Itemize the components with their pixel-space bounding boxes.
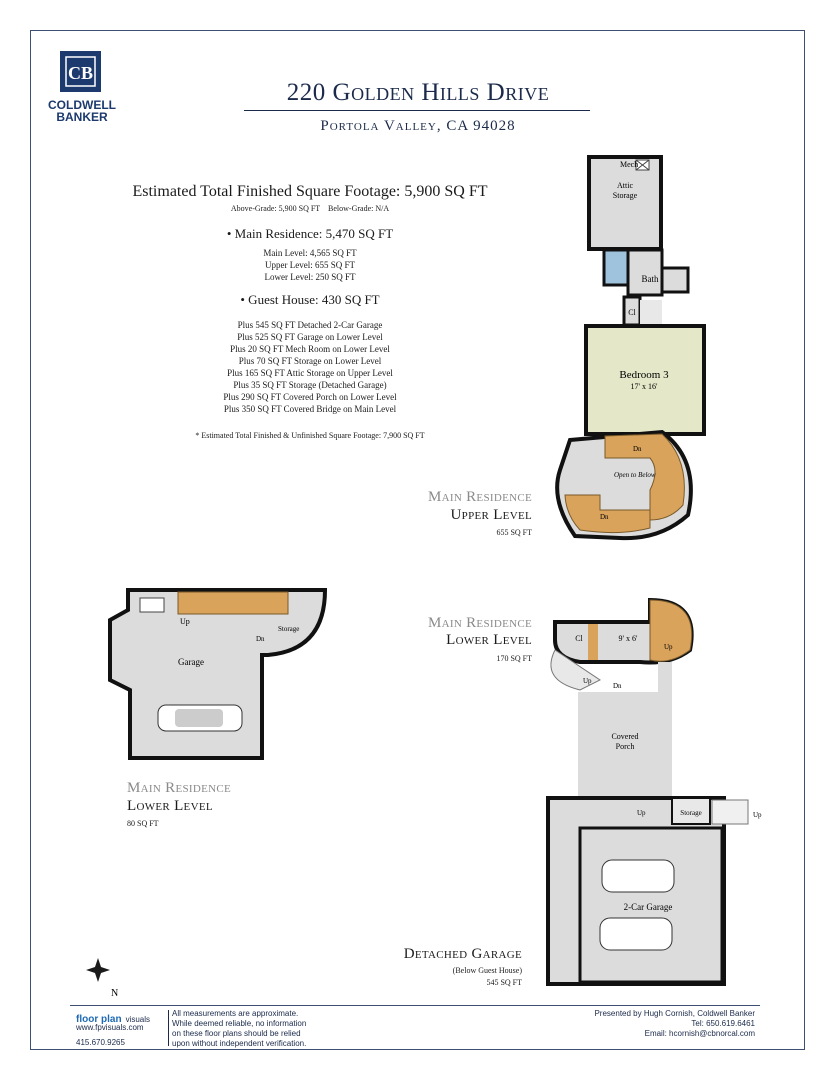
svg-text:N: N: [111, 988, 119, 999]
detached-sqft: 545 SQ FT: [486, 978, 522, 987]
guest-house-sqft: • Guest House: 430 SQ FT: [240, 292, 380, 307]
lower-right-label-1: Main Residence: [427, 615, 532, 631]
fp-website[interactable]: www.fpvisuals.com: [76, 1023, 144, 1032]
main-levels: Main Level: 4,565 SQ FT Upper Level: 655 SQ FT Lower Level: 250 SQ FT: [263, 248, 357, 282]
main-residence-sqft: • Main Residence: 5,470 SQ FT: [226, 226, 394, 241]
svg-text:Storage: Storage: [612, 191, 638, 200]
extras-list: Plus 545 SQ FT Detached 2-Car Garage Plus 525 SQ FT Garage on Lower Level Plus 20 SQ FT Mech Room on Lower Level Plus 70 SQ FT Storage on Lower Level Plus 165 SQ FT Attic Storage on Upper Level Plus 35 SQ FT Storage (Detached Garage) Plus 290 SQ FT Covered Porch on Lower Level Plus 350 SQ FT Covered Bridge on Main Level: [223, 320, 397, 414]
svg-text:17' x 16': 17' x 16': [630, 382, 658, 391]
lower-left-label-1: Main Residence: [127, 780, 232, 796]
total-note: * Estimated Total Finished & Unfinished Square Footage: 7,900 SQ FT: [195, 431, 425, 440]
svg-text:Dn: Dn: [633, 445, 642, 453]
svg-text:Cl: Cl: [628, 308, 636, 317]
svg-text:Storage: Storage: [680, 809, 702, 817]
svg-text:CB: CB: [67, 63, 94, 83]
svg-text:Dn: Dn: [256, 635, 265, 643]
two-car-garage-label: 2-Car Garage: [623, 902, 673, 912]
detached-label-1: Detached Garage: [403, 946, 522, 962]
agent-info: Presented by Hugh Cornish, Coldwell Banker Tel: 650.619.6461 Email: hcornish@cbnorcal.com: [500, 1009, 755, 1039]
svg-text:Open to Below: Open to Below: [614, 471, 656, 479]
logo-wordmark: COLDWELL BANKER: [48, 98, 116, 124]
svg-text:Up: Up: [583, 677, 592, 685]
lower-level-right-plan: [551, 600, 692, 797]
lower-left-sqft: 80 SQ FT: [127, 819, 159, 828]
compass-icon: [86, 958, 118, 999]
footer-divider: [70, 1005, 760, 1006]
svg-text:Up: Up: [180, 617, 190, 626]
svg-text:Bath: Bath: [641, 274, 659, 284]
svg-text:9' x 6': 9' x 6': [618, 634, 638, 643]
svg-text:Cl: Cl: [575, 634, 583, 643]
svg-text:Storage: Storage: [278, 625, 300, 633]
svg-text:Attic: Attic: [617, 181, 633, 190]
footer-separator: [168, 1010, 169, 1046]
fp-visuals-brand: floor plan visuals: [76, 1014, 151, 1025]
svg-text:Porch: Porch: [615, 742, 635, 751]
svg-text:Up: Up: [664, 643, 673, 651]
detached-label-2: (Below Guest House): [452, 966, 522, 975]
mech-label: Mech: [620, 160, 639, 169]
lower-left-label-2: Lower Level: [127, 798, 213, 814]
grade-sqft: Above-Grade: 5,900 SQ FT Below-Grade: N/A: [230, 204, 390, 213]
lower-right-label-2: Lower Level: [446, 632, 532, 648]
detached-garage-plan: [548, 798, 762, 984]
svg-text:Up: Up: [637, 809, 646, 817]
agent-email[interactable]: Email: hcornish@cbnorcal.com: [644, 1029, 755, 1038]
lower-right-sqft: 170 SQ FT: [496, 654, 532, 663]
svg-text:Covered: Covered: [611, 732, 639, 741]
svg-text:Dn: Dn: [613, 682, 622, 690]
svg-text:Up: Up: [753, 811, 762, 819]
bedroom-3-label: Bedroom 3: [619, 369, 669, 381]
garage-label: Garage: [178, 657, 204, 667]
property-city: Portola Valley, CA 94028: [320, 118, 516, 134]
fp-phone: 415.670.9265: [76, 1038, 125, 1047]
upper-label-1: Main Residence: [427, 489, 532, 505]
disclaimer: All measurements are approximate. While deemed reliable, no information on these floor plans should be relied upon without independent verification.: [172, 1009, 307, 1048]
svg-text:Dn: Dn: [600, 513, 609, 521]
lower-level-left-plan: [110, 590, 325, 758]
property-title: 220 Golden Hills Drive: [286, 79, 550, 106]
upper-level-plan: [557, 157, 704, 538]
upper-label-2: Upper Level: [450, 507, 532, 523]
total-sqft: Estimated Total Finished Square Footage: 5,900 SQ FT: [132, 183, 488, 200]
upper-sqft: 655 SQ FT: [496, 528, 532, 537]
